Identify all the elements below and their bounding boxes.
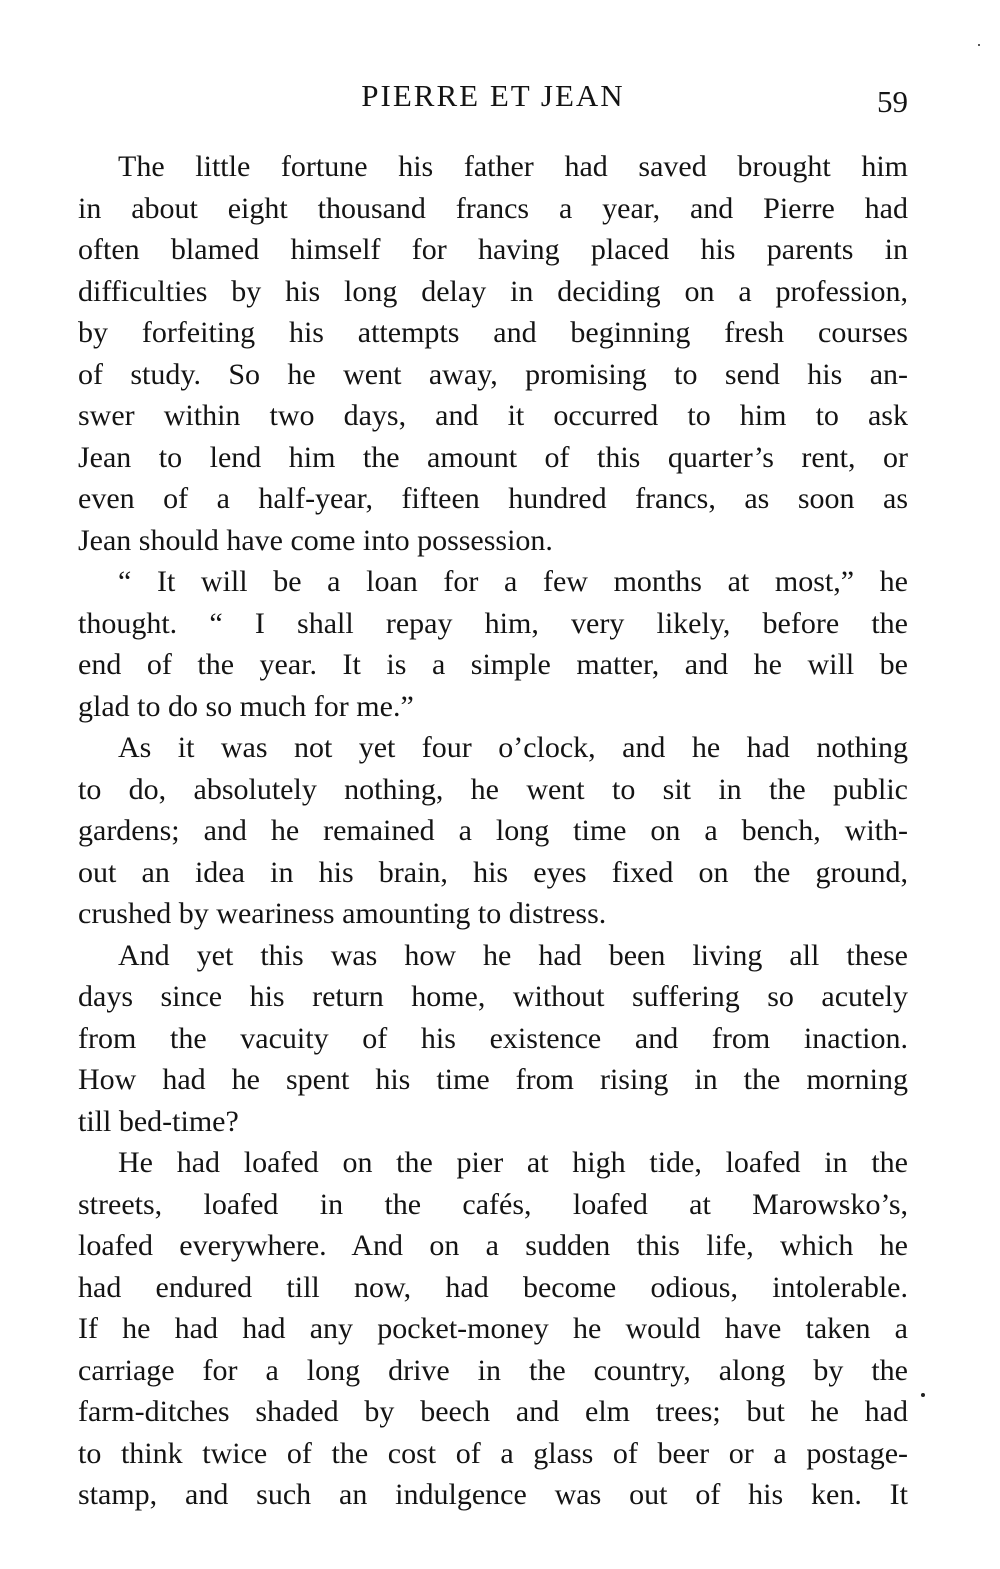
text-line: gardens; and he remained a long time on a bench, with- — [78, 814, 908, 847]
text-line: even of a half-year, fifteen hundred francs, as soon as — [78, 482, 908, 515]
text-line: As it was not yet four o’clock, and he had nothing — [118, 731, 908, 764]
text-line: farm-ditches shaded by beech and elm trees; but he had — [78, 1395, 908, 1428]
text-line: to do, absolutely nothing, he went to sit in the public — [78, 772, 908, 806]
text-line: glad to do so much for me.” — [78, 689, 414, 723]
text-line: swer within two days, and it occurred to him to ask — [78, 399, 908, 432]
text-line: end of the year. It is a simple matter, and he will be — [78, 648, 908, 681]
text-line: “ It will be a loan for a few months at most,” he — [118, 565, 908, 598]
text-line: days since his return home, without suffering so acutely — [78, 980, 908, 1013]
text-line: difficulties by his long delay in deciding on a profession, — [78, 274, 908, 308]
text-line: in about eight thousand francs a year, and Pierre had — [78, 191, 908, 225]
text-line: to think twice of the cost of a glass of beer or a postage- — [78, 1436, 908, 1470]
scan-speck — [921, 1393, 925, 1397]
text-line: Jean should have come into possession. — [78, 523, 553, 557]
text-line: If he had had any pocket-money he would have taken a — [78, 1312, 908, 1345]
scan-speck — [978, 44, 980, 46]
text-line: How had he spent his time from rising in the morning — [78, 1063, 908, 1096]
text-line: stamp, and such an indulgence was out of his ken. It — [78, 1478, 908, 1511]
text-line: And yet this was how he had been living all these — [118, 938, 908, 972]
page-number: 59 — [877, 84, 908, 119]
running-header — [78, 76, 908, 120]
running-title: PIERRE ET JEAN — [361, 78, 625, 113]
text-line: He had loafed on the pier at high tide, loafed in the — [118, 1146, 908, 1179]
text-line: streets, loafed in the cafés, loafed at Marowsko’s, — [78, 1187, 908, 1221]
body-text — [78, 146, 908, 1516]
text-line: thought. “ I shall repay him, very likely, before the — [78, 606, 908, 640]
text-line: from the vacuity of his existence and from inaction. — [78, 1021, 908, 1055]
text-line: Jean to lend him the amount of this quarter’s rent, or — [78, 440, 908, 474]
text-line: crushed by weariness amounting to distress. — [78, 897, 607, 930]
text-line: by forfeiting his attempts and beginning fresh courses — [78, 316, 908, 349]
text-line: had endured till now, had become odious, intolerable. — [78, 1270, 908, 1304]
text-line: out an idea in his brain, his eyes fixed on the ground, — [78, 855, 908, 889]
text-line: carriage for a long drive in the country, along by the — [78, 1353, 908, 1387]
text-line: often blamed himself for having placed his parents in — [78, 233, 908, 266]
text-line: till bed-time? — [78, 1104, 239, 1138]
text-line: of study. So he went away, promising to send his an- — [78, 357, 908, 391]
text-line: The little fortune his father had saved brought him — [118, 150, 908, 183]
text-line: loafed everywhere. And on a sudden this life, which he — [78, 1229, 908, 1262]
